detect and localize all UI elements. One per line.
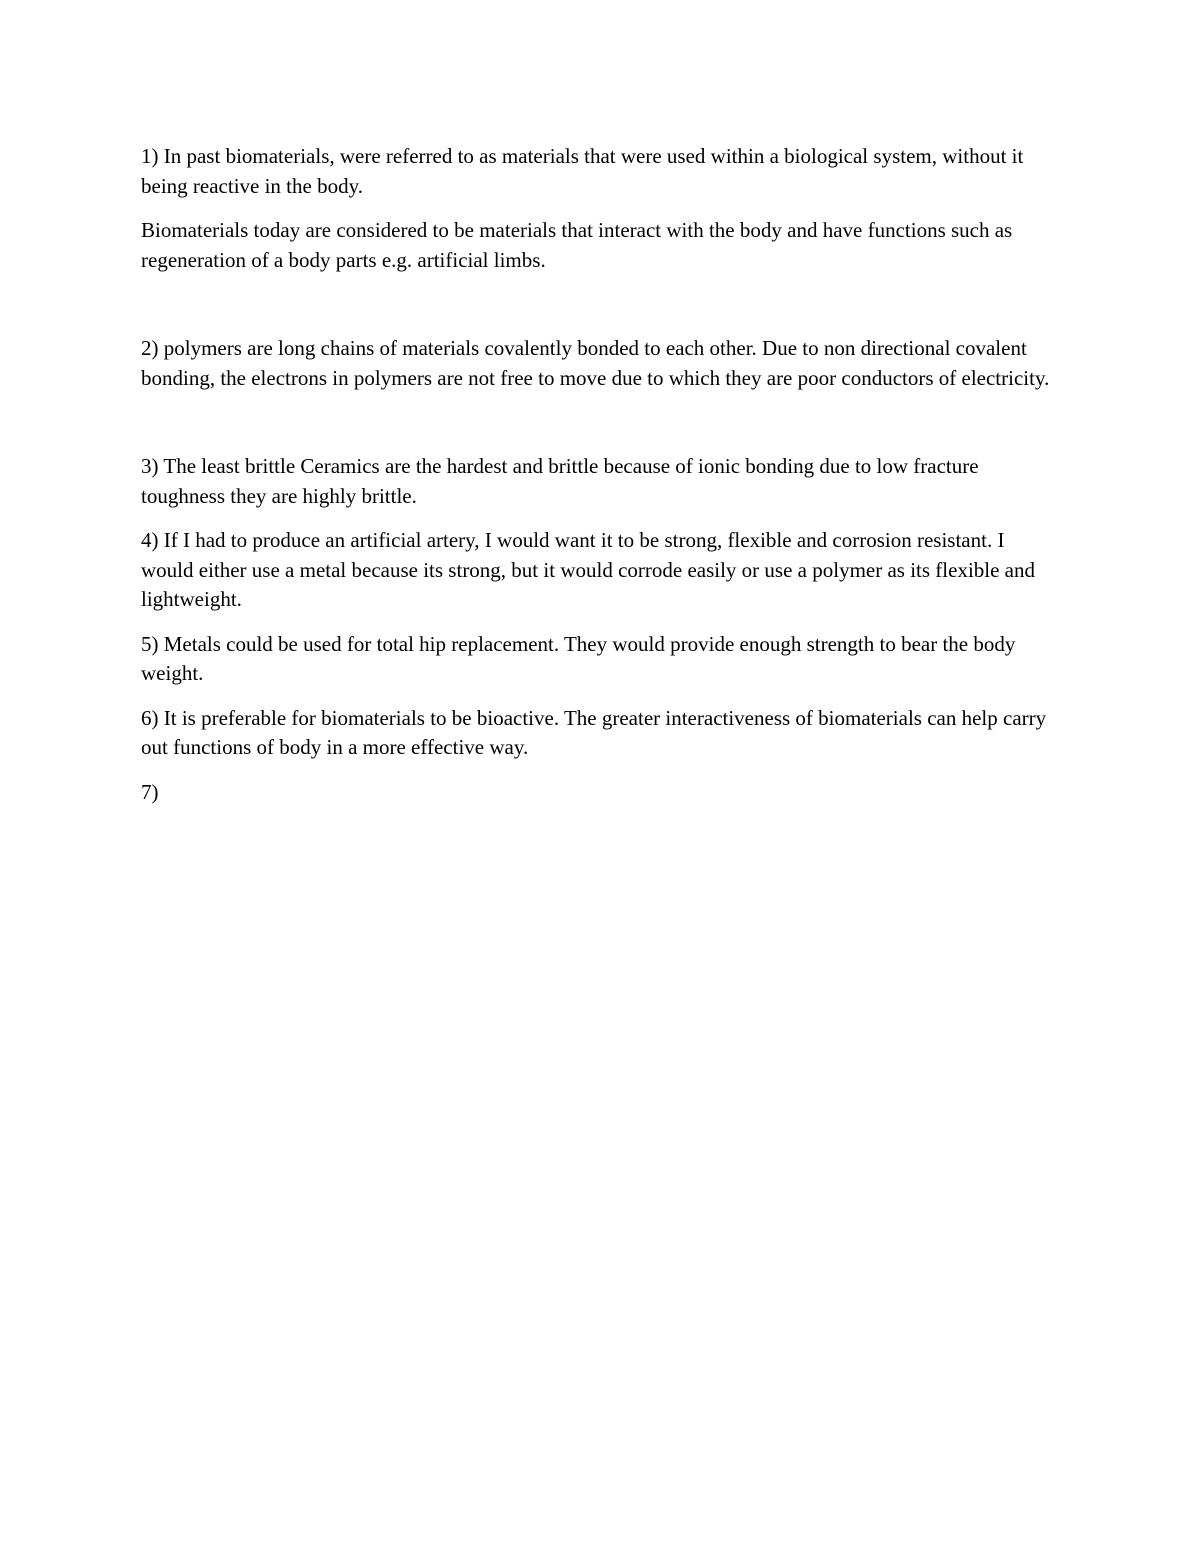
paragraph-answer-7: 7) bbox=[141, 779, 159, 804]
paragraph-answer-6: 6) It is preferable for biomaterials to be bioactive. The greater interactiveness of biomaterials can help carry out functions of body in a more effective way. bbox=[141, 705, 1047, 759]
paragraph-answer-5: 5) Metals could be used for total hip replacement. They would provide enough strength to bear the body weight. bbox=[141, 631, 1016, 685]
paragraph-answer-1: 1) In past biomaterials, were referred to as materials that were used within a biological system, without it being reactive in the body. bbox=[141, 144, 1024, 198]
paragraph-answer-1-continued: Biomaterials today are considered to be materials that interact with the body and have functions such as regeneration of a body parts e.g. artificial limbs. bbox=[141, 218, 1013, 272]
document-body bbox=[141, 142, 1061, 807]
paragraph-answer-4: 4) If I had to produce an artificial artery, I would want it to be strong, flexible and corrosion resistant. I would either use a metal because its strong, but it would corrode easily or use a polymer as its flexible and lightweight. bbox=[141, 528, 1036, 611]
paragraph-answer-3: 3) The least brittle Ceramics are the hardest and brittle because of ionic bonding due to low fracture toughness they are highly brittle. bbox=[141, 454, 979, 508]
paragraph-answer-2: 2) polymers are long chains of materials covalently bonded to each other. Due to non directional covalent bonding, the electrons in polymers are not free to move due to which they are poor conductors of electricity. bbox=[141, 336, 1050, 390]
